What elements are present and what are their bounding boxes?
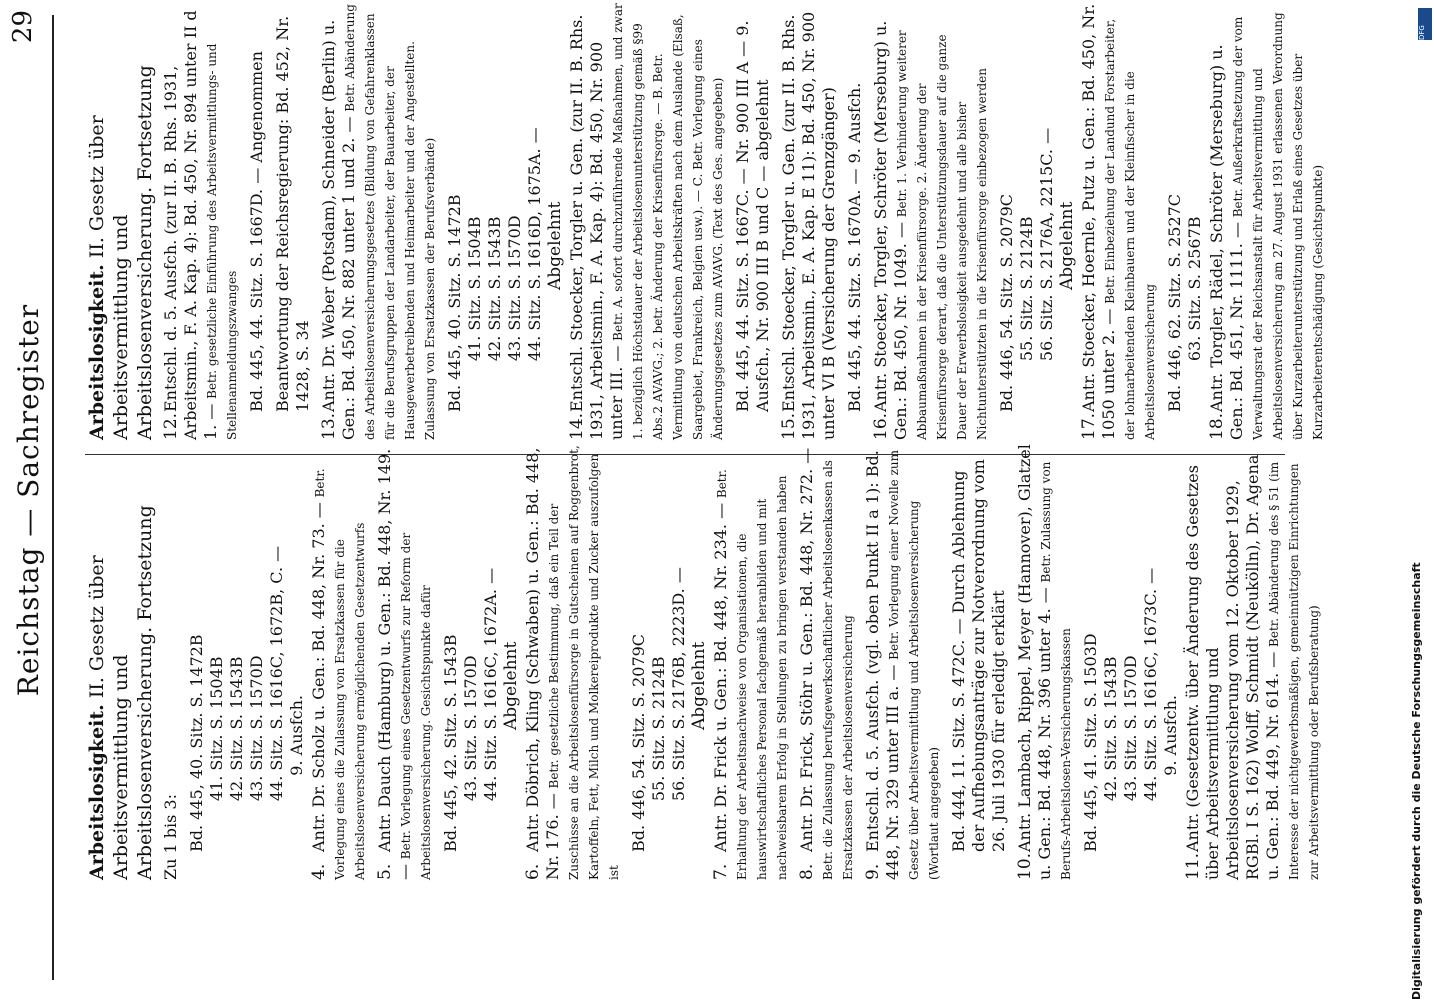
entry-number: 18. (1207, 412, 1227, 440)
dfg-logo-text: DFG (1418, 25, 1426, 40)
section-heading (85, 0, 157, 440)
sitting-refs (845, 0, 865, 412)
sitting-refs: Bd. 445, 40. Sitz. S. 1472B 41. Sitz. S. 1504B 42. Sitz. S. 1543B 43. Sitz. S. 1570D 44. Sitz. S. 1616D, 1675A. — (445, 127, 544, 412)
entry-note: Betr. Abänderung des Arbeitslosenversicherungsgesetzes (Bildung von Gefahrenklassen für die Berufsgruppen der Landarbeiter, der Bauarbeiter, der Hausgewerbetreibenden und Heimarbeiter und der Angestellten. Zulassung von Ersatzkassen der Berufsverbände) (343, 4, 437, 440)
entry-note: Betr. Einbeziehung der Landund Forstarbeiter, der lohnarbeitenden Kleinbauern und der Kleinfischer in die Arbeitslosenversicherung (1103, 18, 1157, 440)
entry-number: 6. (523, 863, 543, 880)
entry-text: Antr. Stoecker, Hoernle, Putz u. Gen.: Bd. 450, Nr. 1050 unter 2. — (1079, 3, 1118, 440)
intro-text: Zu 1 bis 3: (161, 794, 180, 880)
sitting-refs (733, 0, 773, 412)
entry-11 (1183, 440, 1323, 880)
sitting-text: Bd. 445, 44. Sitz. S. 1670A. — 9. Ausfch. (845, 82, 864, 412)
page-number: 29 (8, 10, 38, 44)
verdict: Abgelehnt (1057, 201, 1077, 290)
entry-note: Betr. Abänderung des § 51 (im Interesse der nichtgewerbsmäßigen, gemeinnützigen Einrichtungen zur Arbeitsvermittlung oder Berufsberatung) (1267, 461, 1321, 880)
section-heading (85, 440, 157, 880)
government-answer (273, 0, 313, 412)
entry-text: Antr. (Gesetzentw. über Änderung des Gesetzes über Arbeitsvermittlung und Arbeitslosenversicherung vom 12. Oktober 1929, RGBl. I S. 162) Wolff, Schmidt (Neukölln), Dr. Agena u. Gen.: Bd. 449, Nr. 614. — (1183, 454, 1282, 880)
answer-text: Beantwortung der Reichsregierung: Bd. 452, Nr. 1428, S. 34 (273, 15, 312, 412)
entry-number: 4. (309, 863, 329, 880)
page-header (0, 0, 95, 1000)
entry-note: Betr. A. sofort durchzuführende Maßnahmen, und zwar 1. bezüglich Höchstdauer der Arbeitslosenunterstützung gemäß §99 Abs.2 AVAVG.; 2. betr. Änderung der Krisenfürsorge. — B. Betr. Vermittlung von deutschen Arbeitskräften nach dem Auslande (Elsaß, Saargebiet, Frankreich, Belgien usw.). — C. Betr. Vorlegung eines Änderungsgesetzes zum AVAVG. (Text des Ges. angegeben) (611, 3, 725, 440)
intro-line (161, 440, 181, 880)
entry-17 (1079, 0, 1159, 440)
entry-note: Betr. Vorlegung einer Novelle zum Gesetz über Arbeitsvermittlung und Arbeitslosenversicherung (Wortlaut angegeben) (887, 449, 941, 880)
entry-number: 5. (375, 863, 395, 880)
entry-number: 11. (1183, 852, 1203, 880)
entry-text: Antr. Dr. Scholz u. Gen.: Bd. 448, Nr. 73. — (309, 502, 328, 852)
entry-text: Entschl. Stoecker, Torgler u. Gen. (zur II. B. Rhs. 1931, Arbeitsmin., E. A. Kap. E 11): Bd. 450, Nr. 900 unter VI B (Versicherung der Grenzgänger) (779, 11, 838, 440)
left-column (85, 440, 1321, 880)
entry-text: Antr. Döbrich, Kling (Schwaben) u. Gen.: Bd. 448, Nr. 176. — (523, 447, 562, 880)
entry-5 (375, 440, 435, 880)
entry-note: Betr. gesetzliche Einführung des Arbeitsvermittlungs- und Stellenanmeldungszwanges (205, 43, 239, 440)
entry-note: Betr. gesetzliche Bestimmung, daß ein Teil der Zuschüsse an die Arbeitslosenfürsorge in Gutscheinen auf Roggenbrot, Kartoffeln, Fett, Milch und Molkereiprodukte und Zucker auszufolgen ist (547, 445, 621, 880)
entry-note: Betr. Vorlegung eines Gesetzentwurfs zur Reform der Arbeitslosenversicherung. Gesichtspunkte dafür (399, 532, 433, 880)
entry-number: 17. (1079, 412, 1099, 440)
sitting-refs: Bd. 445, 41. Sitz. S. 1503D 42. Sitz. S. 1543B 43. Sitz. S. 1570D 44. Sitz. S. 1616C, 1673C. — 9. Ausfch. (1081, 567, 1180, 852)
page-title: Reichstag — Sachregister (12, 303, 45, 697)
entry-note: Betr. Erhaltung der Arbeitsnachweise von Organisationen, die hauswirtschaftliches Personal fachgemäß heranbilden und mit nachweisbarem Erfolg in Stellungen zu bringen verstanden haben (715, 469, 789, 880)
sitting-refs: Bd. 446, 54. Sitz. S. 2079C 55. Sitz. S. 2124B 56. Sitz. S. 2176B, 2223D. — (629, 567, 688, 852)
entry-10 (1015, 440, 1075, 880)
entry-4 (309, 440, 369, 880)
entry-text: Antr. Dr. Weber (Potsdam), Schneider (Berlin) u. Gen.: Bd. 450, Nr. 882 unter 1 und 2. — (319, 19, 358, 440)
sitting-refs: Bd. 446, 62. Sitz. S. 2527C 63. Sitz. S. 2567B (1165, 193, 1204, 412)
header-rule (52, 15, 54, 980)
sitting-refs (949, 440, 1009, 852)
verdict: Abgelehnt (545, 201, 565, 290)
entry-7 (711, 440, 791, 880)
entry-text: Antr. Dr. Frick u. Gen.: Bd. 448, Nr. 234. — (711, 502, 730, 852)
entry-text: Antr. Lambach, Rippel, Meyer (Hannover), Glatzel u. Gen.: Bd. 448, Nr. 396 unter 4. — (1015, 444, 1054, 880)
entry-14 (567, 0, 727, 440)
sitting-text: Bd. 445, 44. Sitz. S. 1667D. — Angenommen (247, 51, 266, 412)
entry-15 (779, 0, 839, 440)
entry-text: Entschl. d. 5. Ausfch. (zur II. B. Rhs. 1931, Arbeitsmin., F. A. Kap. 4): Bd. 450, Nr. 894 unter II d 1. — (161, 10, 220, 440)
dfg-logo (1418, 8, 1432, 40)
entry-text: Antr. Dauch (Hamburg) u. Gen.: Bd. 448, Nr. 149. — (375, 448, 414, 880)
entry-18 (1207, 0, 1327, 440)
entry-number: 15. (779, 412, 799, 440)
entry-8 (797, 440, 857, 880)
entry-note: Betr. Außerkraftsetzung der vom Verwaltungsrat der Reichsanstalt für Arbeitsvermittlung und Arbeitslosenversicherung am 27. August 1931 erlassenen Verordnung über Kurzarbeiterunterstützung und Erlaß eines Gesetzes über Kurzarbeiterentschädigung (Gesichtspunkte) (1231, 12, 1325, 440)
sitting-refs (247, 0, 267, 412)
entry-6 (523, 440, 623, 880)
entry-13 (319, 0, 439, 440)
entry-text: Antr. Dr. Frick, Stöhr u. Gen.: Bd. 448, Nr. 272. — (797, 447, 816, 852)
entry-text: Antr. Stoecker, Torgler, Schröter (Merseburg) u. Gen.: Bd. 450, Nr. 1049. — (871, 20, 910, 440)
verdict: Abgelehnt (689, 641, 709, 730)
entry-note: Betr. Zulassung von Berufs-Arbeitslosen-Versicherungskassen (1039, 461, 1073, 880)
heading-keyword: Arbeitslosigkeit. (86, 264, 108, 440)
heading-text: II. Gesetz über Arbeitsvermittlung und Arbeitslosenversicherung. Fortsetzung (86, 505, 156, 880)
verdict: Abgelehnt (501, 641, 521, 730)
entry-number: 16. (871, 412, 891, 440)
entry-9 (863, 440, 943, 880)
entry-note: Betr. Vorlegung eines die Zulassung von Ersatzkassen für die Arbeitslosenversicherung ermöglichenden Gesetzentwurfs (313, 468, 367, 880)
right-column (85, 0, 1325, 440)
digitization-note: Digitalisierung gefördert durch die Deutsche Forschungsgemeinschaft (1410, 562, 1423, 1000)
sitting-text: Bd. 444, 11. Sitz. S. 472C. — Durch Ablehnung der Aufhebungsanträge zur Notverordnung vom 26. Juli 1930 für erledigt erklärt (949, 459, 1008, 852)
sitting-refs: Bd. 445, 40. Sitz. S. 1472B 41. Sitz. S. 1504B 42. Sitz. S. 1543B 43. Sitz. S. 1570D 44. Sitz. S. 1616C, 1672B, C. — 9. Ausfch. (187, 545, 306, 852)
entry-text: Antr. Torgler, Rädel, Schröter (Merseburg) u. Gen.: Bd. 451, Nr. 1111. — (1207, 44, 1246, 440)
entry-number: 8. (797, 863, 817, 880)
entry-text: Entschl. Stoecker, Torgler u. Gen. (zur II. B. Rhs. 1931, Arbeitsmin., F. A. Kap. 4): Bd. 450, Nr. 900 unter III. — (567, 14, 626, 440)
entry-number: 10. (1015, 852, 1035, 880)
sitting-refs: Bd. 445, 42. Sitz. S. 1543B 43. Sitz. S. 1570D 44. Sitz. S. 1616C, 1672A. — (441, 567, 500, 852)
heading-keyword: Arbeitslosigkeit. (86, 704, 108, 880)
sitting-text: Bd. 445, 44. Sitz. S. 1667C. — Nr. 900 III A — 9. Ausfch., Nr. 900 III B und C — abgelehnt (733, 20, 772, 412)
entry-note: Betr. 1. Verhinderung weiterer Abbaumaßnahmen in der Krisenfürsorge. 2. Änderung der Krisenfürsorge derart, daß die Unterstützungsdauer auf die ganze Dauer der Erwerbslosigkeit ausgedehnt und alle bisher Nichtunterstützten in die Krisenfürsorge einbezogen werden (895, 30, 989, 440)
entry-number: 14. (567, 412, 587, 440)
entry-number: 9. (863, 863, 883, 880)
entry-number: 13. (319, 412, 339, 440)
sitting-refs: Bd. 446, 54. Sitz. S. 2079C 55. Sitz. S. 2124B 56. Sitz. S. 2176A, 2215C. — (997, 127, 1056, 412)
entry-note: Betr. die Zulassung berufsgewerkschaftlicher Arbeitslosenkassen als Ersatzkassen der Arbeitslosenversicherung (821, 460, 855, 880)
entry-12 (161, 0, 241, 440)
entry-number: 7. (711, 863, 731, 880)
entry-text: Entschl. d. 5. Ausfch. (vgl. oben Punkt II a 1): Bd. 448, Nr. 329 unter III a. — (863, 450, 902, 880)
entry-number: 12. (161, 412, 181, 440)
entry-16 (871, 0, 991, 440)
heading-text: II. Gesetz über Arbeitsvermittlung und Arbeitslosenversicherung. Fortsetzung (86, 65, 156, 440)
